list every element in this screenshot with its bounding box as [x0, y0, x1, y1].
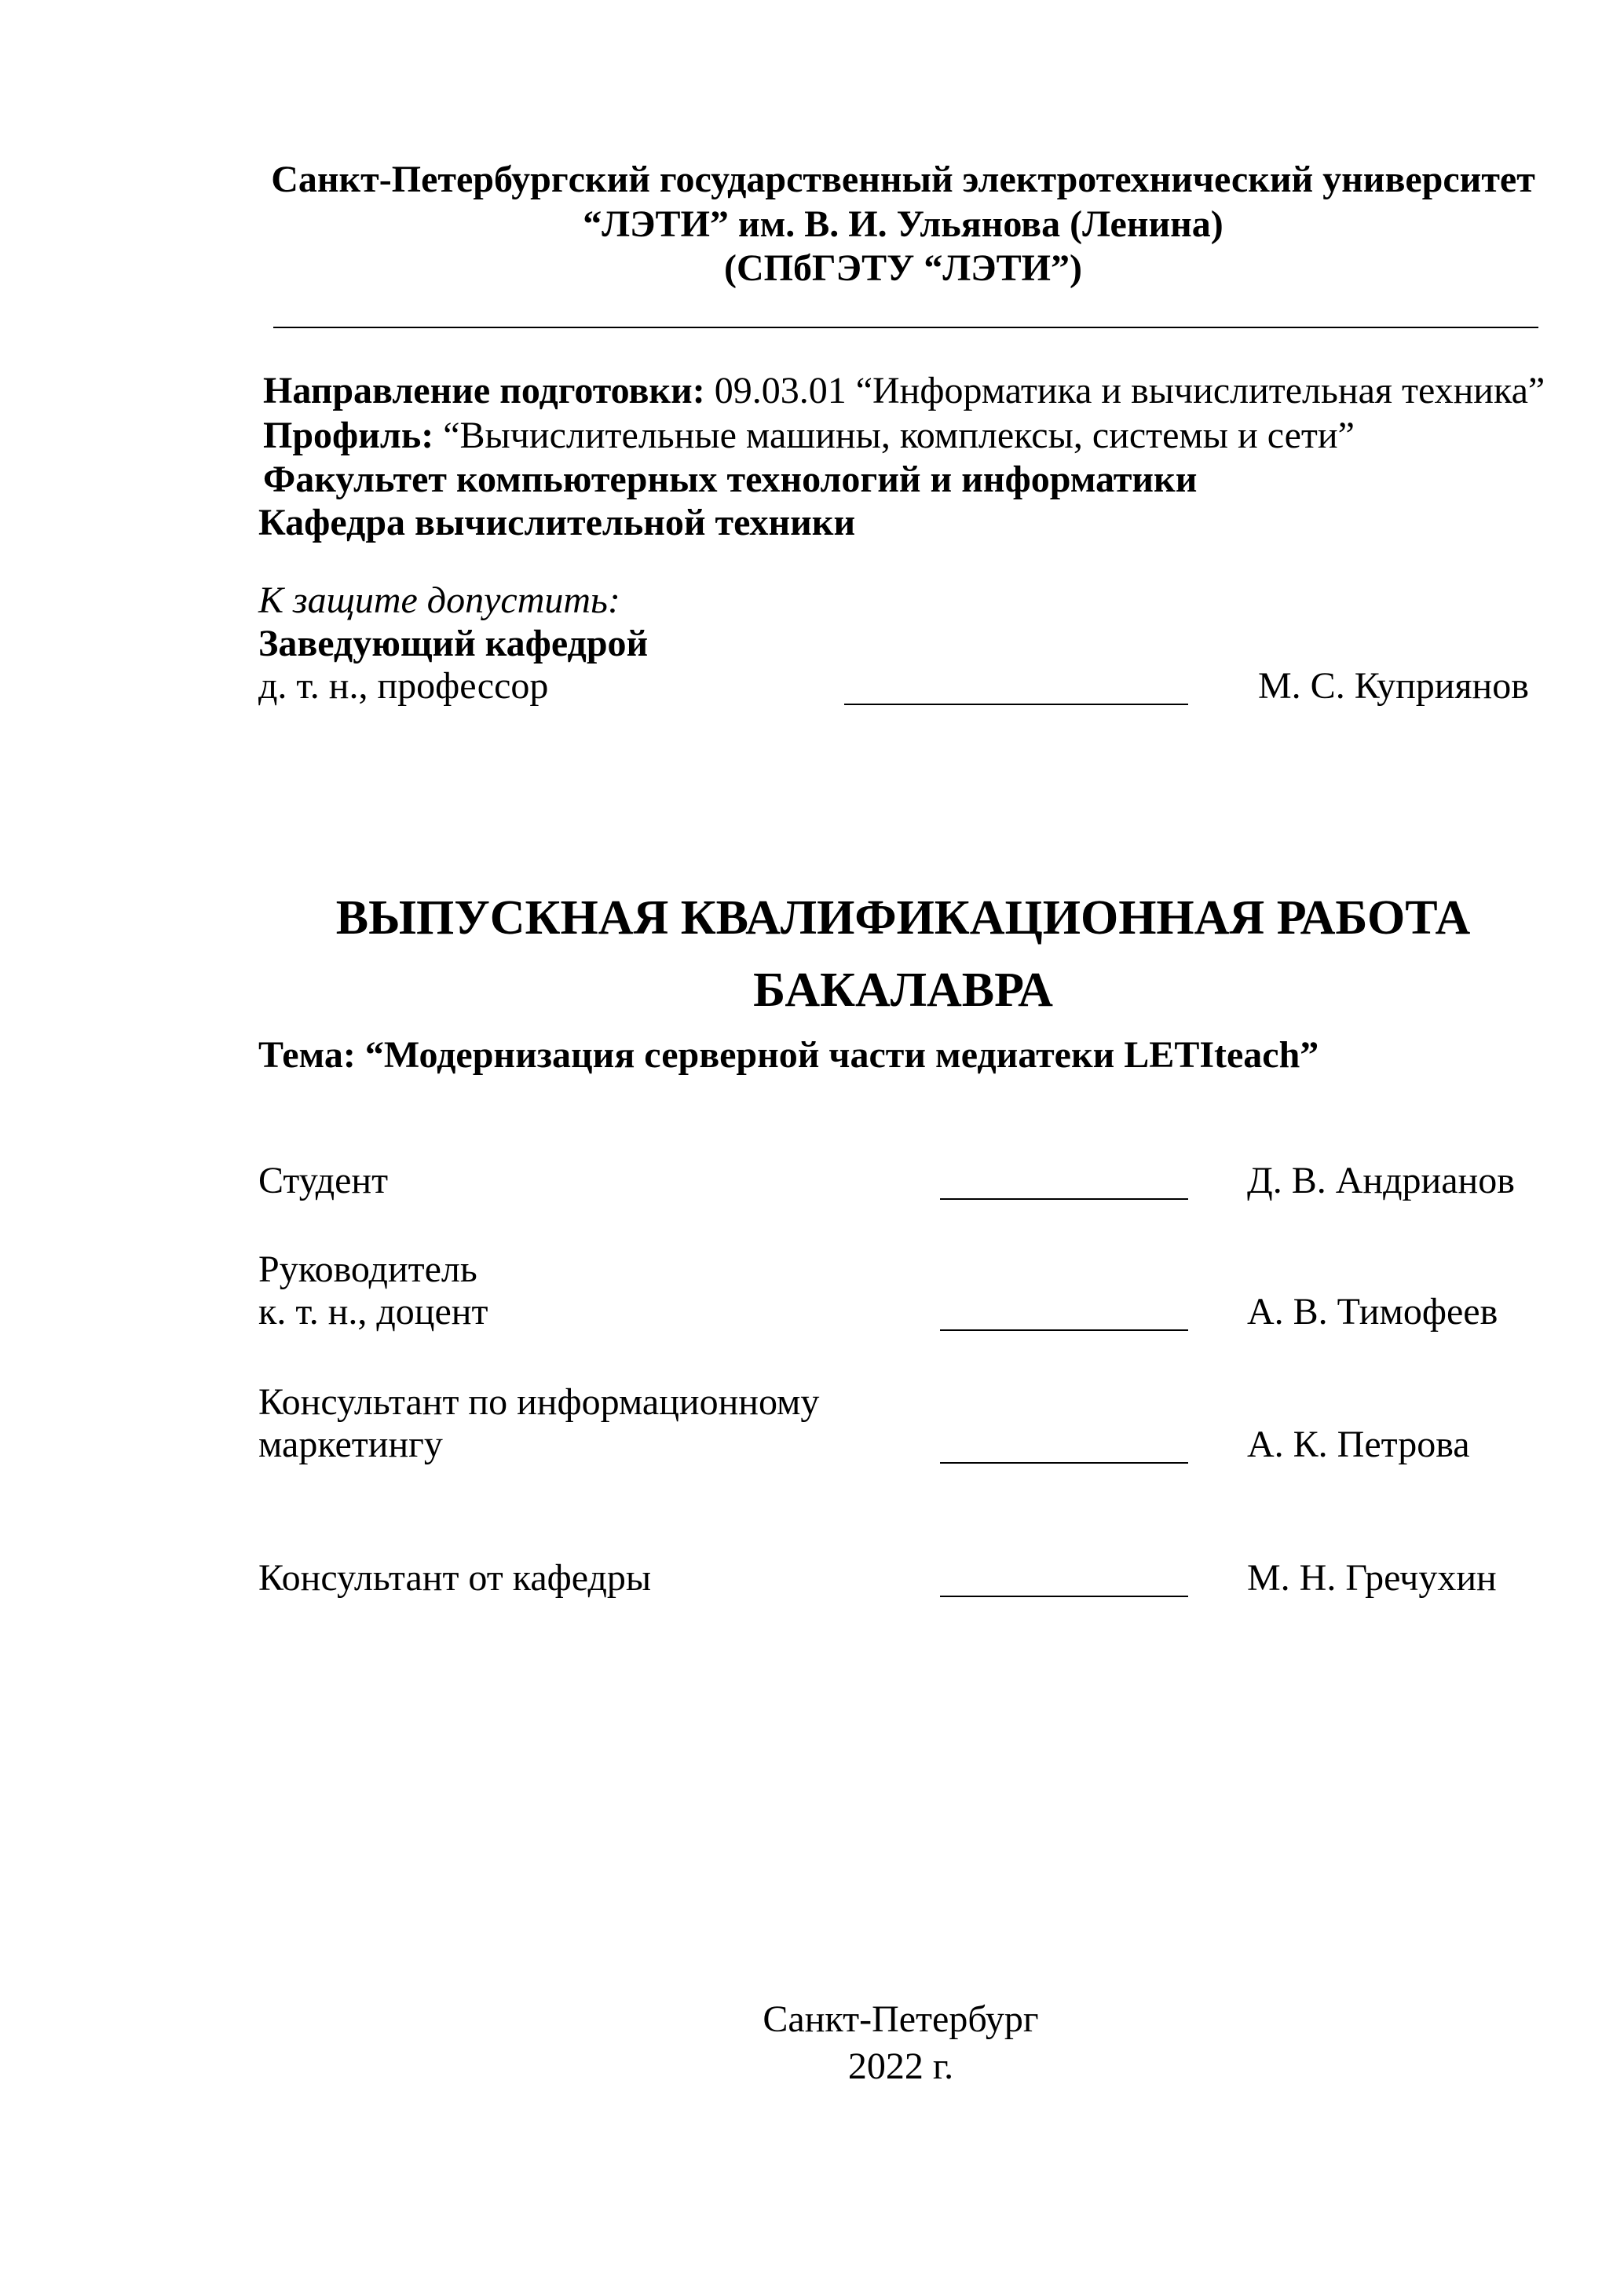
department: Кафедра вычислительной техники — [258, 502, 856, 543]
signature-name-student: Д. В. Андрианов — [1247, 1160, 1515, 1201]
work-title: ВЫПУСКНАЯ КВАЛИФИКАЦИОННАЯ РАБОТА — [335, 891, 1471, 945]
signature-line-student — [940, 1198, 1188, 1200]
signature-degree-supervisor: к. т. н., доцент — [258, 1291, 488, 1333]
university-name-line2: “ЛЭТИ” им. В. И. Ульянова (Ленина) — [583, 203, 1223, 245]
direction-line — [263, 369, 1545, 413]
footer-city: Санкт-Петербург — [763, 1998, 1039, 2040]
signature-name-supervisor: А. В. Тимофеев — [1247, 1291, 1498, 1333]
approval-caption: К защите допустить: — [258, 579, 620, 621]
signature-role-supervisor: Руководитель — [258, 1249, 477, 1290]
signature-role-marketing-consultant-line2: маркетингу — [258, 1424, 443, 1465]
signature-name-marketing-consultant: А. К. Петрова — [1247, 1424, 1470, 1465]
university-name: Санкт-Петербургский государственный электротехнический университет — [271, 159, 1535, 200]
work-title-line2: БАКАЛАВРА — [753, 963, 1053, 1017]
university-abbreviation: (СПбГЭТУ “ЛЭТИ”) — [724, 247, 1082, 289]
signature-role-student: Студент — [258, 1160, 389, 1201]
direction-label: Направление подготовки: — [263, 370, 705, 411]
approval-name: М. С. Куприянов — [1258, 665, 1529, 707]
footer-year: 2022 г. — [847, 2046, 954, 2087]
profile-line — [263, 414, 1355, 458]
faculty: Факультет компьютерных технологий и информатики — [263, 459, 1198, 500]
header-divider — [273, 327, 1538, 328]
approval-role: Заведующий кафедрой — [258, 623, 649, 664]
work-topic: Тема: “Модернизация серверной части медиатеки LETIteach” — [258, 1034, 1319, 1076]
signature-line-department-consultant — [940, 1596, 1188, 1597]
profile-label: Профиль: — [263, 415, 434, 456]
signature-line-marketing-consultant — [940, 1462, 1188, 1464]
approval-degree: д. т. н., профессор — [258, 665, 549, 707]
signature-line-supervisor — [940, 1329, 1188, 1331]
signature-role-department-consultant: Консультант от кафедры — [258, 1557, 652, 1599]
signature-role-marketing-consultant: Консультант по информационному — [258, 1381, 820, 1423]
signature-name-department-consultant: М. Н. Гречухин — [1247, 1557, 1497, 1599]
direction-value: 09.03.01 “Информатика и вычислительная техника” — [704, 370, 1545, 411]
profile-value: “Вычислительные машины, комплексы, системы и сети” — [433, 415, 1355, 456]
approval-signature-line — [844, 704, 1188, 705]
